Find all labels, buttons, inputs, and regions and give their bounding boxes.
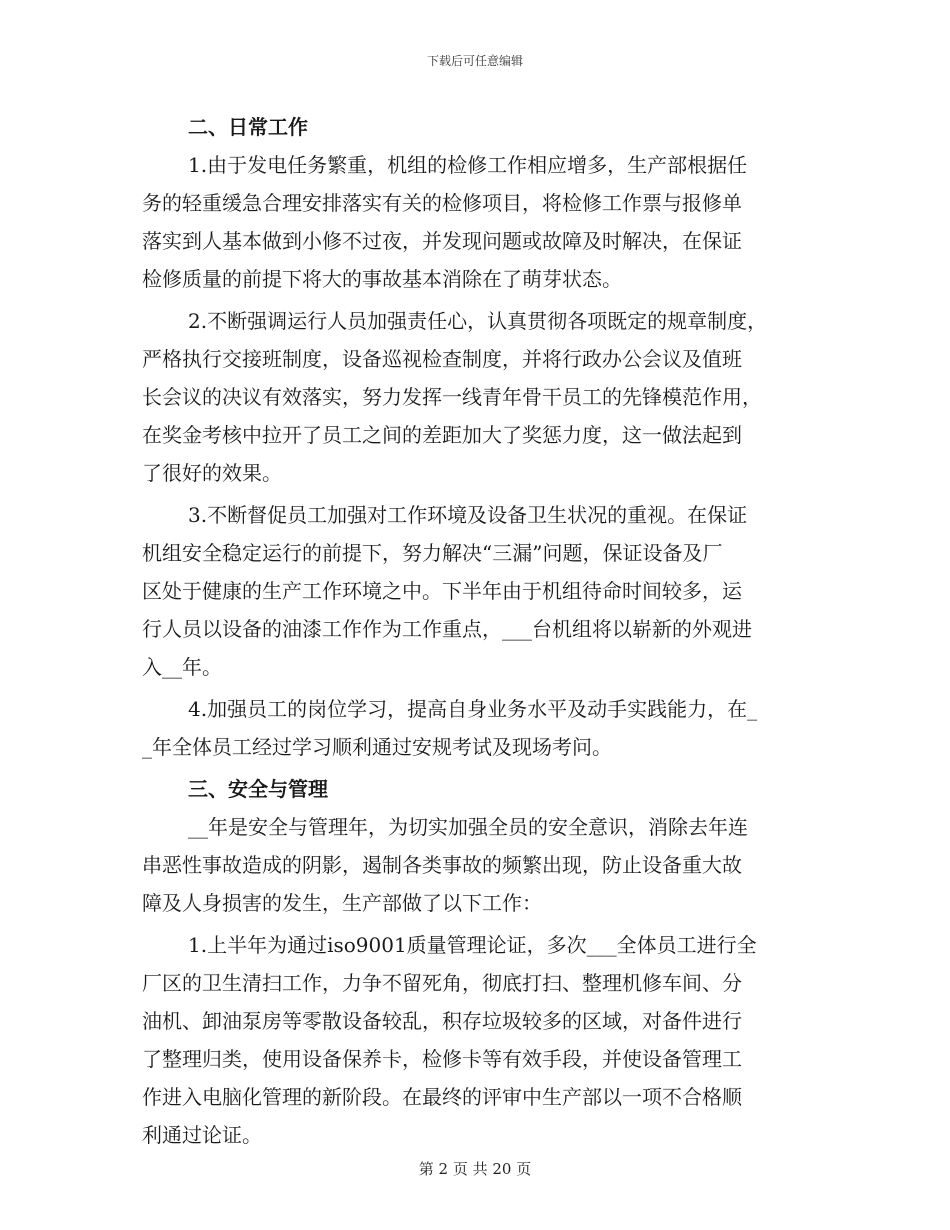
page-number: 第 2 页 共 20 页 [418,1160,532,1178]
text-line: 串恶性事故造成的阴影，遏制各类事故的频繁出现，防止设备重大故 [142,853,742,877]
paragraph [142,690,808,766]
text-line: 务的轻重缓急合理安排落实有关的检修项目，将检修工作票与报修单 [142,191,742,215]
text-line: 区处于健康的生产工作环境之中。下半年由于机组待命时间较多，运 [142,579,742,603]
text-line: _年全体员工经过学习顺利通过安规考试及现场考问。 [142,735,612,759]
text-line: 障及人身损害的发生，生产部做了以下工作： [142,891,542,915]
text-line: __年是安全与管理年，为切实加强全员的安全意识，消除去年连 [188,815,748,839]
text-line: 4.加强员工的岗位学习，提高自身业务水平及动手实践能力，在_ [188,697,758,721]
text-line: 作进入电脑化管理的新阶段。在最终的评审中生产部以一项不合格顺 [142,1085,742,1109]
text-line: 入__年。 [142,655,222,679]
text-line: 了整理归类，使用设备保养卡，检修卡等有效手段，并使设备管理工 [142,1047,742,1071]
paragraph [142,146,808,298]
document-body [142,108,808,1154]
text-line: 油机、卸油泵房等零散设备较乱，积存垃圾较多的区域，对备件进行 [142,1009,742,1033]
paragraph [142,926,808,1154]
text-line: 利通过论证。 [142,1123,262,1147]
text-line: 长会议的决议有效落实，努力发挥一线青年骨干员工的先锋模范作用， [142,385,762,409]
paragraph [142,808,808,922]
text-line: 了很好的效果。 [142,461,282,485]
text-line: 检修质量的前提下将大的事故基本消除在了萌芽状态。 [142,267,622,291]
header-note: 下载后可任意编辑 [426,54,523,68]
section-heading: 三、安全与管理 [188,777,328,801]
text-line: 机组安全稳定运行的前提下，努力解决“三漏”问题，保证设备及厂 [142,541,723,565]
text-line: 1.上半年为通过iso9001质量管理论证，多次___全体员工进行全 [188,933,757,957]
text-line: 行人员以设备的油漆工作作为工作重点，___台机组将以崭新的外观进 [142,617,752,641]
text-line: 在奖金考核中拉开了员工之间的差距加大了奖惩力度，这一做法起到 [142,423,742,447]
section-heading: 二、日常工作 [188,115,308,139]
text-line: 3.不断督促员工加强对工作环境及设备卫生状况的重视。在保证 [188,503,748,527]
paragraph [142,496,808,686]
text-line: 2.不断强调运行人员加强责任心，认真贯彻各项既定的规章制度， [188,309,768,333]
text-line: 1.由于发电任务繁重，机组的检修工作相应增多，生产部根据任 [188,153,748,177]
text-line: 严格执行交接班制度，设备巡视检查制度，并将行政办公会议及值班 [142,347,742,371]
paragraph [142,302,808,492]
text-line: 厂区的卫生清扫工作，力争不留死角，彻底打扫、整理机修车间、分 [142,971,742,995]
text-line: 落实到人基本做到小修不过夜，并发现问题或故障及时解决，在保证 [142,229,742,253]
